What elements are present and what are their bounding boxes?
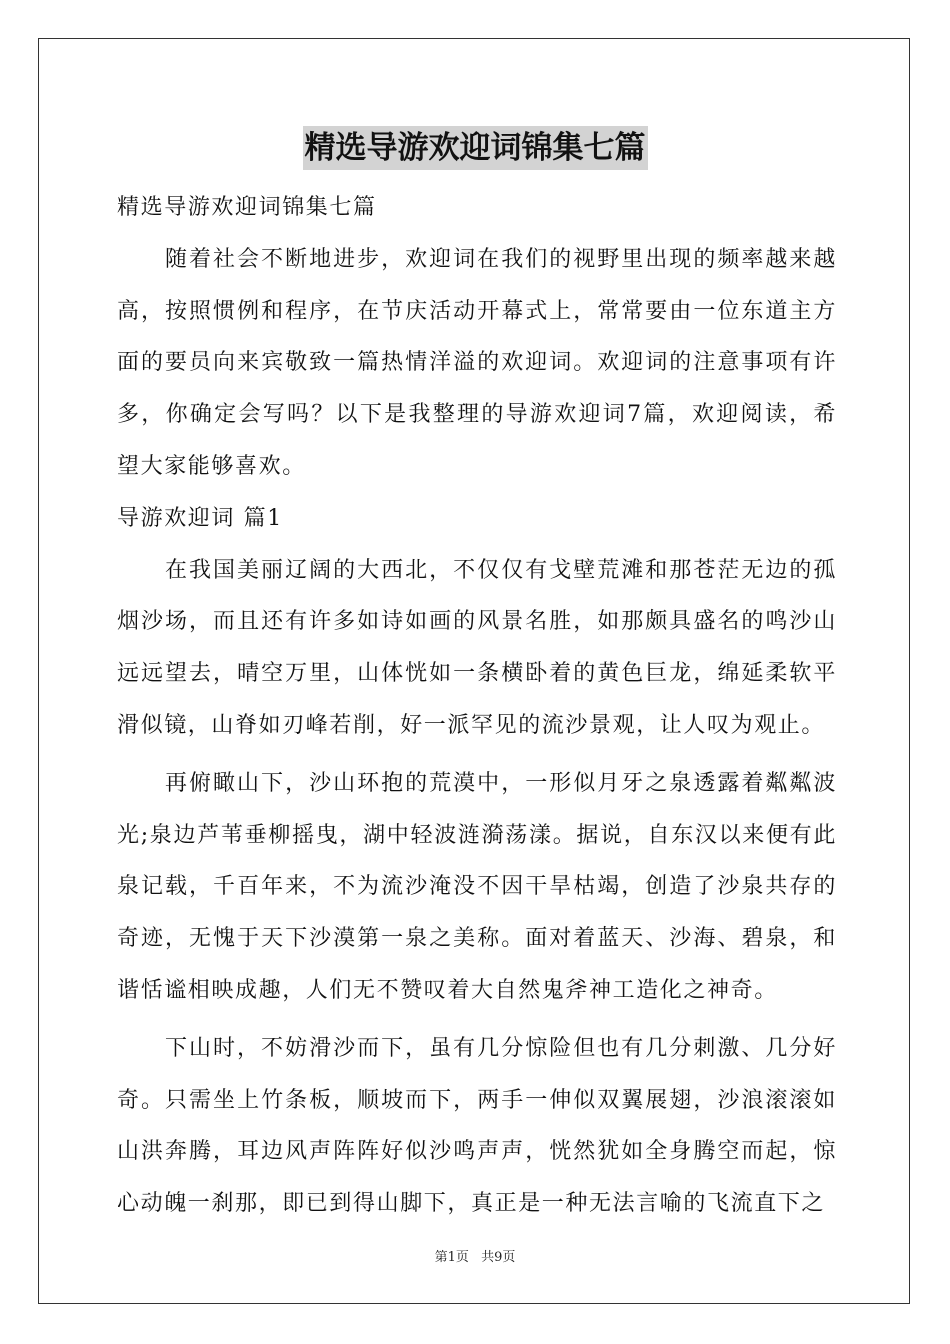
- section-heading: 导游欢迎词 篇1: [117, 505, 283, 531]
- document-subtitle: 精选导游欢迎词锦集七篇: [117, 195, 377, 220]
- page-number: 第1页: [434, 1250, 469, 1265]
- page-footer: [0, 1246, 950, 1265]
- section-paragraph-3: 下山时，不妨滑沙而下，虽有几分惊险但也有几分刺激、几分好奇。只需坐上竹条板，顺坡而下，两手一伸似双翼展翅，沙浪滚滚如山洪奔腾，耳边风声阵阵好似沙鸣声声，恍然犹如全身腾空而起，惊心动魄一刹那，即已到得山脚下，真正是一种无法言喻的飞流直下之: [117, 1035, 837, 1217]
- document-body: [117, 182, 837, 1230]
- section-paragraph-1: 在我国美丽辽阔的大西北，不仅仅有戈壁荒滩和那苍茫无边的孤烟沙场，而且还有许多如诗如画的风景名胜，如那颇具盛名的鸣沙山远远望去，晴空万里，山体恍如一条横卧着的黄色巨龙，绵延柔软平滑似镜，山脊如刃峰若削，好一派罕见的流沙景观，让人叹为观止。: [117, 557, 837, 738]
- title-container: [0, 126, 950, 170]
- document-title: 精选导游欢迎词锦集七篇: [303, 126, 648, 170]
- page-total: 共9页: [481, 1250, 516, 1265]
- intro-paragraph: 随着社会不断地进步，欢迎词在我们的视野里出现的频率越来越高，按照惯例和程序，在节庆活动开幕式上，常常要由一位东道主方面的要员向来宾敬致一篇热情洋溢的欢迎词。欢迎词的注意事项有许多，你确定会写吗？以下是我整理的导游欢迎词7篇，欢迎阅读，希望大家能够喜欢。: [117, 246, 837, 479]
- section-paragraph-2: 再俯瞰山下，沙山环抱的荒漠中，一形似月牙之泉透露着粼粼波光;泉边芦苇垂柳摇曳，湖中轻波涟漪荡漾。据说，自东汉以来便有此泉记载，千百年来，不为流沙淹没不因干旱枯竭，创造了沙泉共存的奇迹，无愧于天下沙漠第一泉之美称。面对着蓝天、沙海、碧泉，和谐恬谧相映成趣，人们无不赞叹着大自然鬼斧神工造化之神奇。: [117, 770, 837, 1003]
